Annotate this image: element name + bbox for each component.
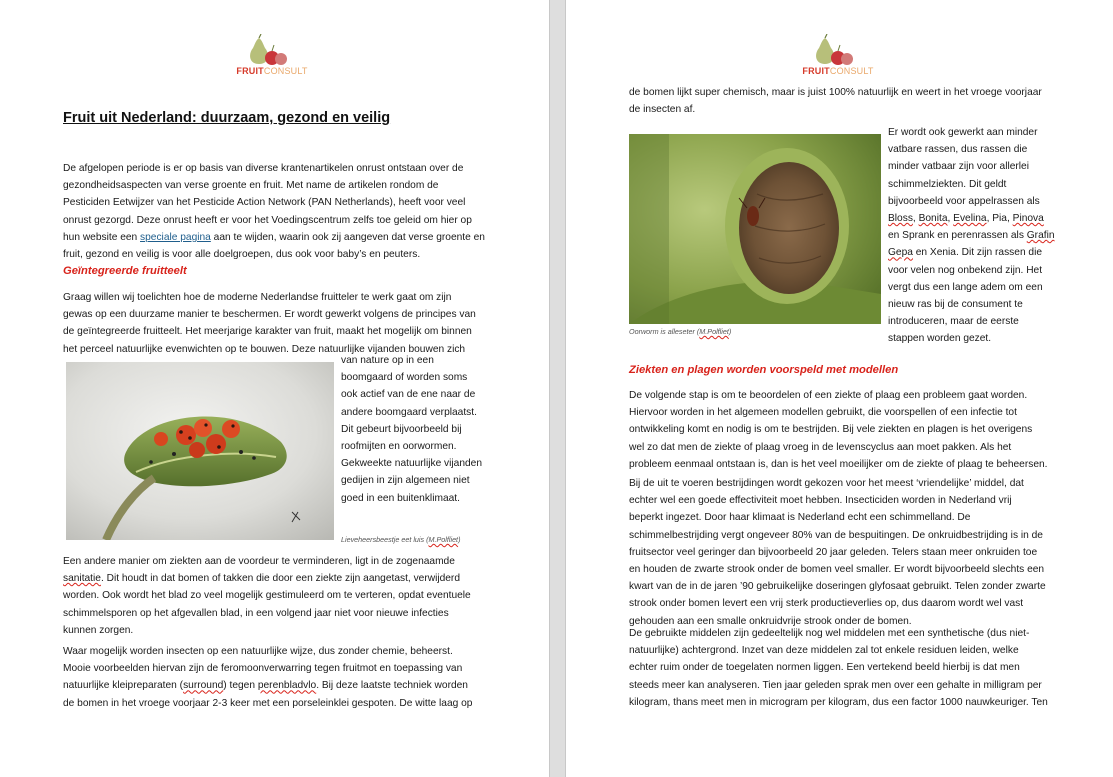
fruit-logo-icon: [245, 34, 299, 68]
residues-paragraph: De gebruikte middelen zijn gedeeltelijk nog wel middelen met een synthetische (dus niet- natuurlijke) achtergrond. Inzet van deze middelen zal tot enkele residuen leiden, welke echter ruim onder de toegelaten normen liggen. Een vertekend beeld hierbij is dat men steeds meer kan analyseren. Tien jaar geleden sprak men over een gehalte in milligram per kilogram, thans meet men in microgram per kilogram, dus een factor 1000 nauwkeuriger. Ten: [629, 628, 1048, 708]
pest-control-paragraph: Bij de uit te voeren bestrijdingen wordt gekozen voor het meest ‘vriendelijke’ middel, dat echter wel een goede effectiviteit moet hebben. Insecticiden worden in Nederland vrij beperkt ingezet. Door haar klimaat is Nederland echt een schimmelland. De schimmelbestrijding vergt ongeveer 80% van de bespuitingen. De onkruidbestrijding is in de fruitsector veel geringer dan bijvoorbeeld 20 jaar geleden. Telers staan meer onkruiden toe en houden de zwarte strook onder de bomen veel smaller. Er wordt bijvoorbeeld slechts een kwart van de in de jaren ’90 gebruikelijke doseringen glyfosaat gebruikt. Telen zonder zwarte strook onder bomen levert een vrij sterk productieverlies op, dus daarom wordt wel vast gehouden aan een smalle onkruidvrije strook onder de bomen.: [629, 478, 1046, 627]
document-page-left: [0, 0, 549, 777]
fruitconsult-logo: [793, 34, 883, 82]
fruit-logo-icon: [811, 34, 865, 68]
ladybug-photo-caption: Lieveheersbeestje eet luis (M.Polfliet): [341, 535, 461, 544]
natural-control-paragraph: Waar mogelijk worden insecten op een natuurlijke wijze, dus zonder chemie, beheerst. Mooie voorbeelden hiervan zijn de feromoonverwarring tegen fruitmot en toepassing van natuurlijke kleipreparaten (surround) tegen perenbladvlo. Bij deze laatste techniek worden de bomen in het vroege voorjaar 2-3 keer met een porseleinklei gespoten. De witte laag op: [63, 646, 473, 709]
page-title: Fruit uit Nederland: duurzaam, gezond en veilig: [63, 110, 391, 126]
heading-ziekten-en-plagen: Ziekten en plagen worden voorspeld met modellen: [629, 364, 899, 376]
heading-geintegreerde-fruitteelt: Geïntegreerde fruitteelt: [63, 265, 187, 277]
earwig-photo: [629, 134, 881, 324]
natural-enemies-side-text: van nature op in een boomgaard of worden soms ook actief van de ene naar de andere boomgaard verplaatst. Dit gebeurt bijvoorbeeld bij roofmijten en oorwormen. Gekweekte natuurlijke vijanden gedijen in zijn algemeen niet goed in een buitenklimaat.: [341, 355, 483, 504]
integrated-growing-paragraph: Graag willen wij toelichten hoe de moderne Nederlandse fruitteler te werk gaat om zijn gewas op een duurzame manier te beschermen. Er wordt gewerkt volgens de principes van de geïntegreerde fruitteelt. Het meerjarige karakter van fruit, maakt het mogelijk om binnen het perceel natuurlijke evenwichten op te bouwen. Deze natuurlijke vijanden bouwen zich: [63, 292, 476, 355]
earwig-photo-caption: Oorworm is alleseter (M.Polfliet): [629, 327, 732, 336]
logo-wordmark: FRUITCONSULT: [802, 66, 874, 76]
ladybug-photo: [66, 362, 334, 540]
logo-wordmark: FRUITCONSULT: [236, 66, 308, 76]
page-gap: [549, 0, 566, 777]
sanitation-paragraph: Een andere manier om ziekten aan de voordeur te verminderen, ligt in de zogenaamde sanitatie. Dit houdt in dat bomen of takken die door een ziekte zijn aangetast, verwijderd worden. Ook wordt het blad zo veel mogelijk gestimuleerd om te verteren, opdat eventuele schimmelsporen op het afgevallen blad, in een volgend jaar niet voor nieuwe infecties kunnen zorgen.: [63, 556, 471, 636]
continued-paragraph: de bomen lijkt super chemisch, maar is juist 100% natuurlijk en weert in het vroege voorjaar de insecten af.: [629, 87, 1042, 116]
resistant-varieties-side-text: Er wordt ook gewerkt aan minder vatbare rassen, dus rassen die minder vatbaar zijn voor allerlei schimmelziekten. Dit geldt bijvoorbeeld voor appelrassen als Bloss, Bonita, Evelina, Pia, Pinova en Sprank en perenrassen als Grafin Gepa en Xenia. Dit zijn rassen die voor velen nog onbekend zijn. Het vergt dus een lange adem om een nieuw ras bij de consument te introduceren, maar de eerste stappen worden gezet.: [888, 127, 1055, 345]
intro-paragraph: De afgelopen periode is er op basis van diverse krantenartikelen onrust ontstaan over de gezondheidsaspecten van verse groente en fruit. Met name de artikelen rondom de Pesticiden Eetwijzer van het Pesticide Action Network (PAN Netherlands), heeft voor veel onrust gezorgd. Deze onrust heeft er voor het Voedingscentrum zelfs toe geleid om hier op hun website een speciale pagina aan te wijden, waarin ook zij aangeven dat verse groente en fruit, gezond en veilig is voor alle doelgroepen, dus ook voor baby’s en peuters.: [63, 163, 485, 261]
fruitconsult-logo: [227, 34, 317, 82]
document-page-right: [566, 0, 1113, 777]
speciale-pagina-link[interactable]: speciale pagina: [140, 231, 211, 243]
forecast-models-paragraph: De volgende stap is om te beoordelen of een ziekte of plaag een probleem gaat worden. Hiervoor worden in het algemeen modellen gebruikt, die voorspellen of een infectie tot ontwikkeling komt en nodig is om te bestrijden. Bij vele ziekten en plagen is het overigens wel zo dat men de ziekte of plaag vroeg in de levenscyclus aan moet pakken. Als het probleem eenmaal ontstaan is, dan is het veel moeilijker om de ziekte of plaag te beheersen.: [629, 390, 1048, 470]
